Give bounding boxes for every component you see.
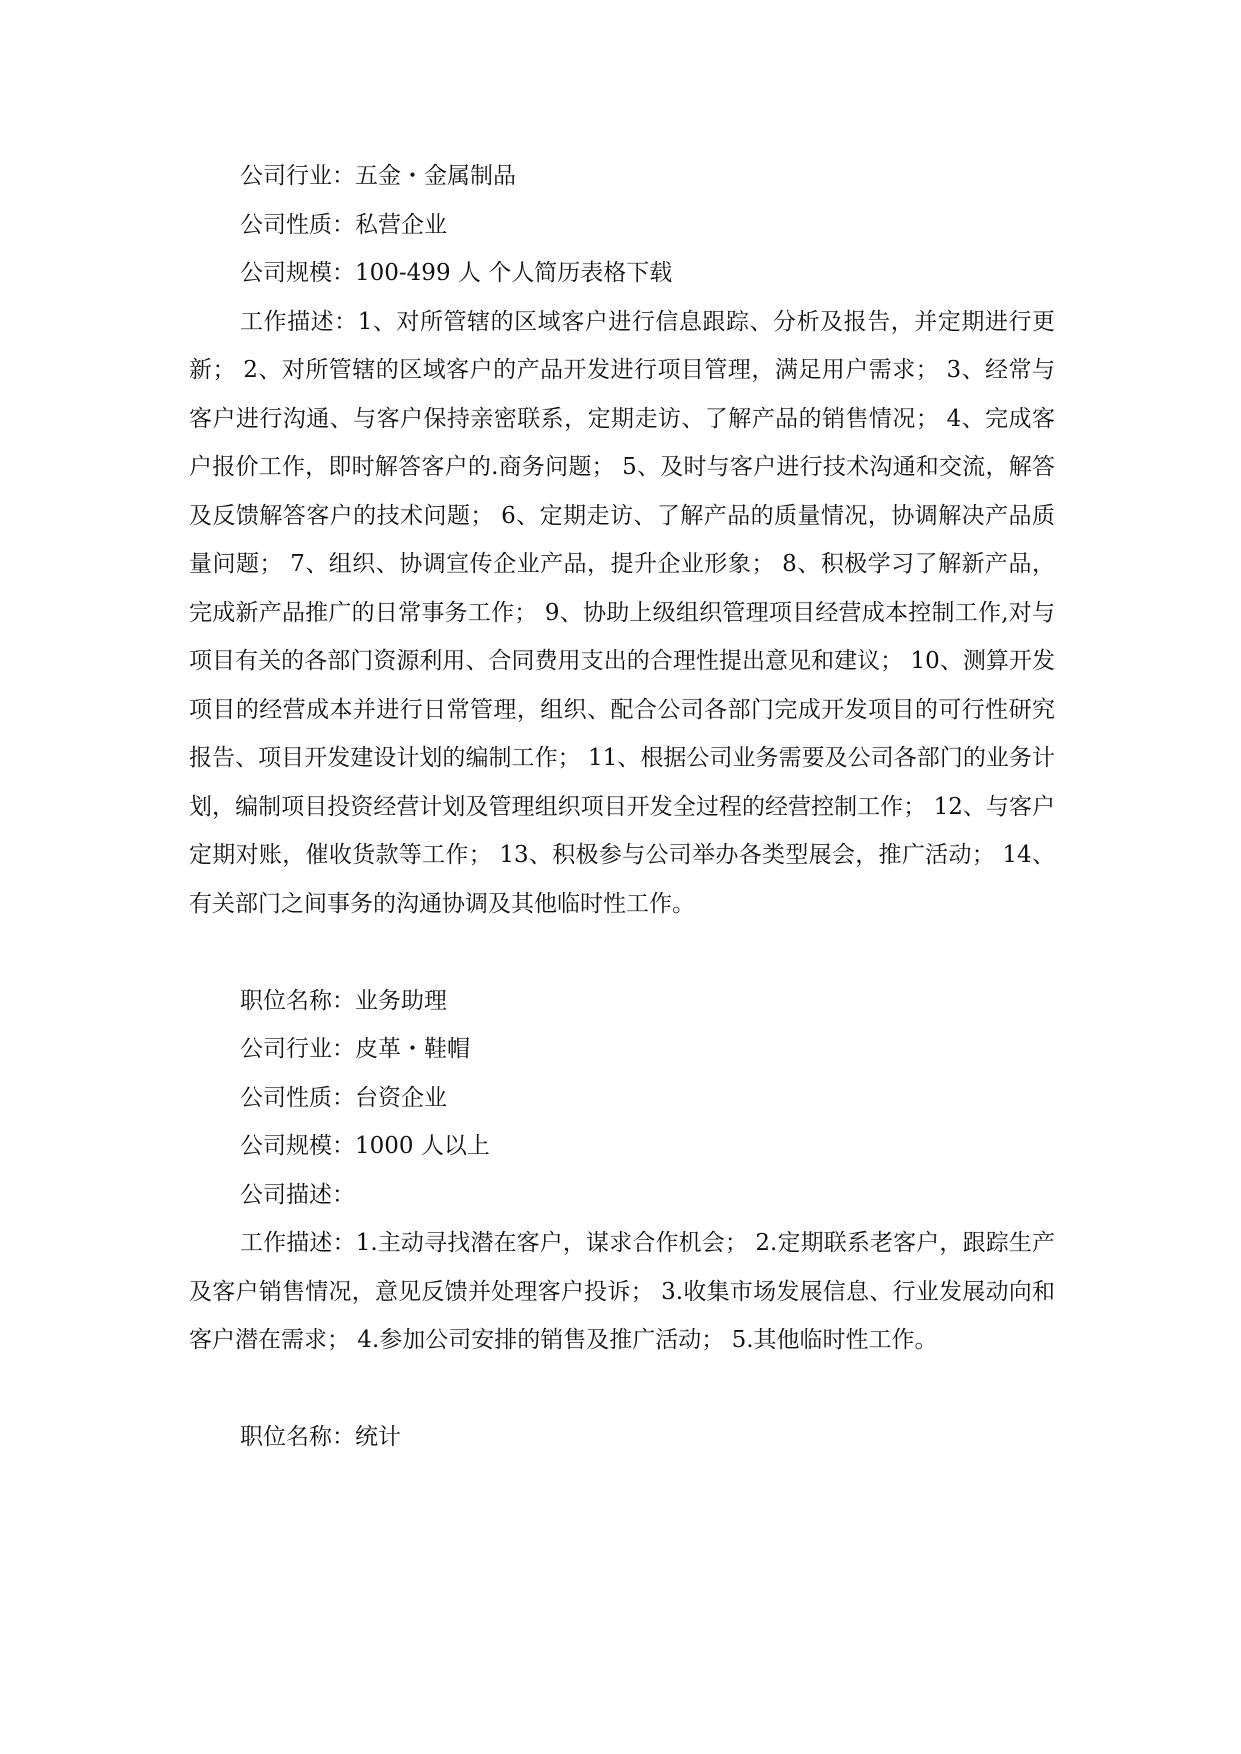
company-nature: 公司性质：私营企业	[240, 211, 447, 238]
company-industry: 公司行业：五金・金属制品	[240, 163, 516, 189]
section-spacer	[189, 928, 1055, 977]
company-description: 公司描述：	[240, 1181, 355, 1208]
section-spacer	[189, 1365, 1055, 1414]
job-section-3	[189, 1413, 1055, 1462]
job-section-2	[189, 977, 1055, 1365]
company-scale: 公司规模：1000 人以上	[240, 1133, 490, 1159]
job-description: 工作描述：1、对所管辖的区域客户进行信息跟踪、分析及报告，并定期进行更新； 2、对所管辖的区域客户的产品开发进行项目管理，满足用户需求； 3、经常与客户进行沟通、与客户保持亲密联系，定期走访、了解产品的销售情况； 4、完成客户报价工作，即时解答客户的.商务问题； 5、及时与客户进行技术沟通和交流，解答及反馈解答客户的技术问题； 6、定期走访、了解产品的质量情况，协调解决产品质量问题； 7、组织、协调宣传企业产品，提升企业形象； 8、积极学习了解新产品，完成新产品推广的日常事务工作； 9、协助上级组织管理项目经营成本控制工作,对与项目有关的各部门资源利用、合同费用支出的合理性提出意见和建议； 10、测算开发项目的经营成本并进行日常管理，组织、配合公司各部门完成开发项目的可行性研究报告、项目开发建设计划的编制工作； 11、根据公司业务需要及公司各部门的业务计划，编制项目投资经营计划及管理组织项目开发全过程的经营控制工作； 12、与客户定期对账，催收货款等工作； 13、积极参与公司举办各类型展会，推广活动； 14、有关部门之间事务的沟通协调及其他临时性工作。	[189, 308, 1055, 917]
company-scale: 公司规模：100-499 人 个人简历表格下载	[240, 260, 673, 286]
position-title: 职位名称：统计	[240, 1424, 401, 1450]
position-title: 职位名称：业务助理	[240, 987, 447, 1014]
job-description: 工作描述：1.主动寻找潜在客户，谋求合作机会； 2.定期联系老客户，跟踪生产及客户销售情况，意见反馈并处理客户投诉； 3.收集市场发展信息、行业发展动向和客户潜在需求； 4.参加公司安排的销售及推广活动； 5.其他临时性工作。	[189, 1230, 1055, 1353]
company-industry: 公司行业：皮革・鞋帽	[240, 1036, 470, 1062]
document-page	[189, 152, 1055, 1462]
job-section-1	[189, 152, 1055, 928]
company-nature: 公司性质：台资企业	[240, 1084, 447, 1111]
